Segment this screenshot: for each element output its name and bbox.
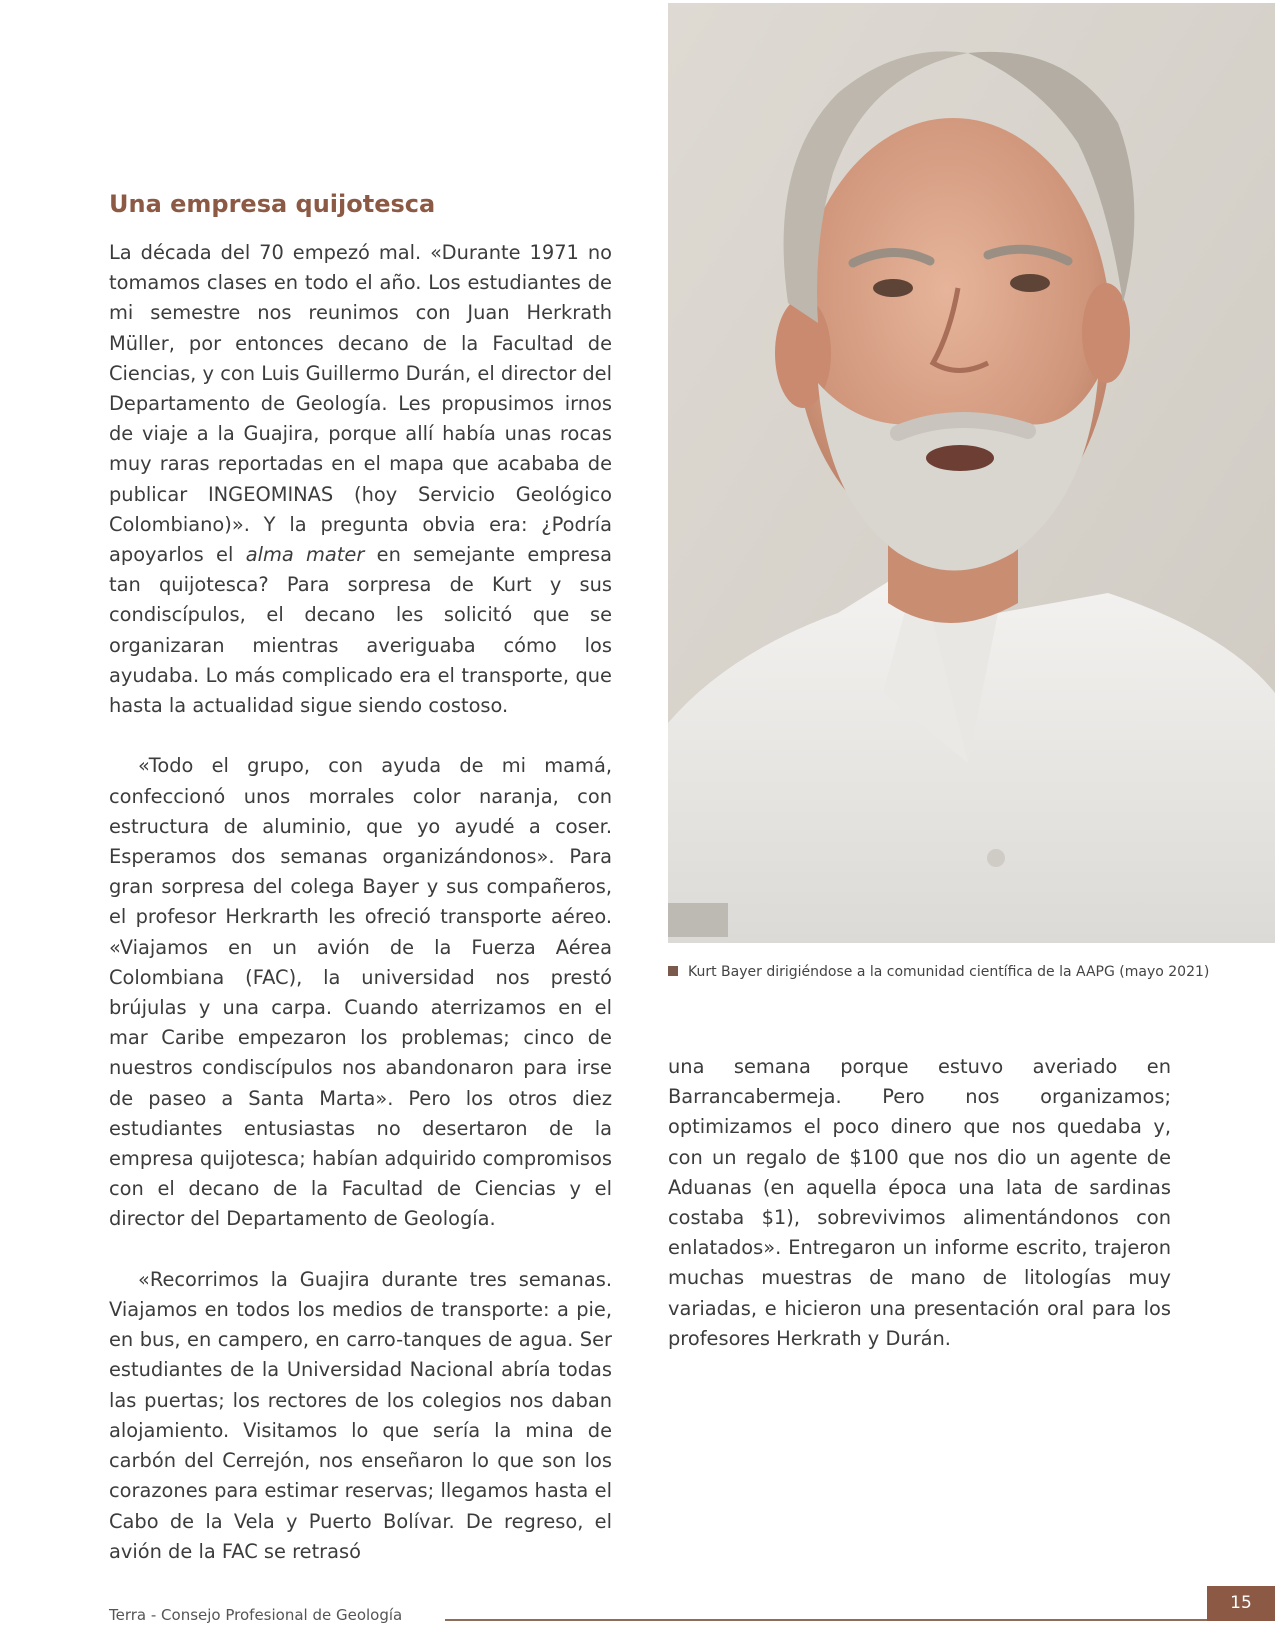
- paragraph-1-text-b: en semejante empresa tan quijotesca? Para sorpresa de Kurt y sus condiscípulos, el decano les solicitó que se organizaran mientras averiguaba cómo los ayudaba. Lo más complicado era el transporte, que hasta la actualidad sigue siendo costoso.: [109, 543, 613, 718]
- right-column: [668, 1052, 1171, 1354]
- paragraph-1-text-a: La década del 70 empezó mal. «Durante 1971 no tomamos clases en todo el año. Los estudiantes de mi semestre nos reunimos con Juan Herkrath Müller, por entonces decano de la Facultad de Ciencias, y con Luis Guillermo Durán, el director del Departamento de Geología. Les propusimos irnos de viaje a la Guajira, porque allí había unas rocas muy raras reportadas en el mapa que acababa de publicar INGEOMINAS (hoy Servicio Geológico Colombiano)». Y la pregunta obvia era: ¿Podría apoyarlos el: [109, 241, 612, 567]
- page-number: 15: [1207, 1586, 1275, 1621]
- section-heading: Una empresa quijotesca: [109, 190, 436, 218]
- caption-text: Kurt Bayer dirigiéndose a la comunidad científica de la AAPG (mayo 2021): [688, 964, 1210, 980]
- left-column: [109, 238, 612, 1567]
- footer-divider: [445, 1619, 1207, 1621]
- paragraph-3: «Recorrimos la Guajira durante tres semanas. Viajamos en todos los medios de transporte: a pie, en bus, en campero, en carro-tanques de agua. Ser estudiantes de la Universidad Nacional abría todas las puertas; los rectores de los colegios nos daban alojamiento. Visitamos lo que sería la mina de carbón del Cerrejón, nos enseñaron lo que son los corazones para estimar reservas; llegamos hasta el Cabo de la Vela y Puerto Bolívar. De regreso, el avión de la FAC se retrasó: [109, 1267, 612, 1563]
- caption-square-icon: [668, 966, 678, 976]
- publication-name: Terra - Consejo Profesional de Geología: [109, 1606, 403, 1624]
- paragraph-1: [109, 238, 612, 721]
- portrait-photo: [668, 3, 1275, 943]
- paragraph-2: «Todo el grupo, con ayuda de mi mamá, confeccionó unos morrales color naranja, con estructura de aluminio, que yo ayudé a coser. Esperamos dos semanas organizándonos». Para gran sorpresa del colega Bayer y sus compañeros, el profesor Herkrarth les ofreció transporte aéreo. «Viajamos en un avión de la Fuerza Aérea Colombiana (FAC), la universidad nos prestó brújulas y una carpa. Cuando aterrizamos en el mar Caribe empezaron los problemas; cinco de nuestros condiscípulos nos abandonaron para irse de paseo a Santa Marta». Pero los otros diez estudiantes entusiastas no desertaron de la empresa quijotesca; habían adquirido compromisos con el decano de la Facultad de Ciencias y el director del Departamento de Geología.: [109, 754, 612, 1231]
- paragraph-4: una semana porque estuvo averiado en Barrancabermeja. Pero nos organizamos; optimizamos el poco dinero que nos quedaba y, con un regalo de $100 que nos dio un agente de Aduanas (en aquella época una lata de sardinas costaba $1), sobrevivimos alimentándonos con enlatados». Entregaron un informe escrito, trajeron muchas muestras de mano de litologías muy variadas, e hicieron una presentación oral para los profesores Herkrath y Durán.: [668, 1055, 1171, 1350]
- paragraph-1-emphasis: alma mater: [245, 543, 365, 567]
- figure-caption: [668, 962, 1268, 982]
- portrait-illustration: [668, 3, 1275, 943]
